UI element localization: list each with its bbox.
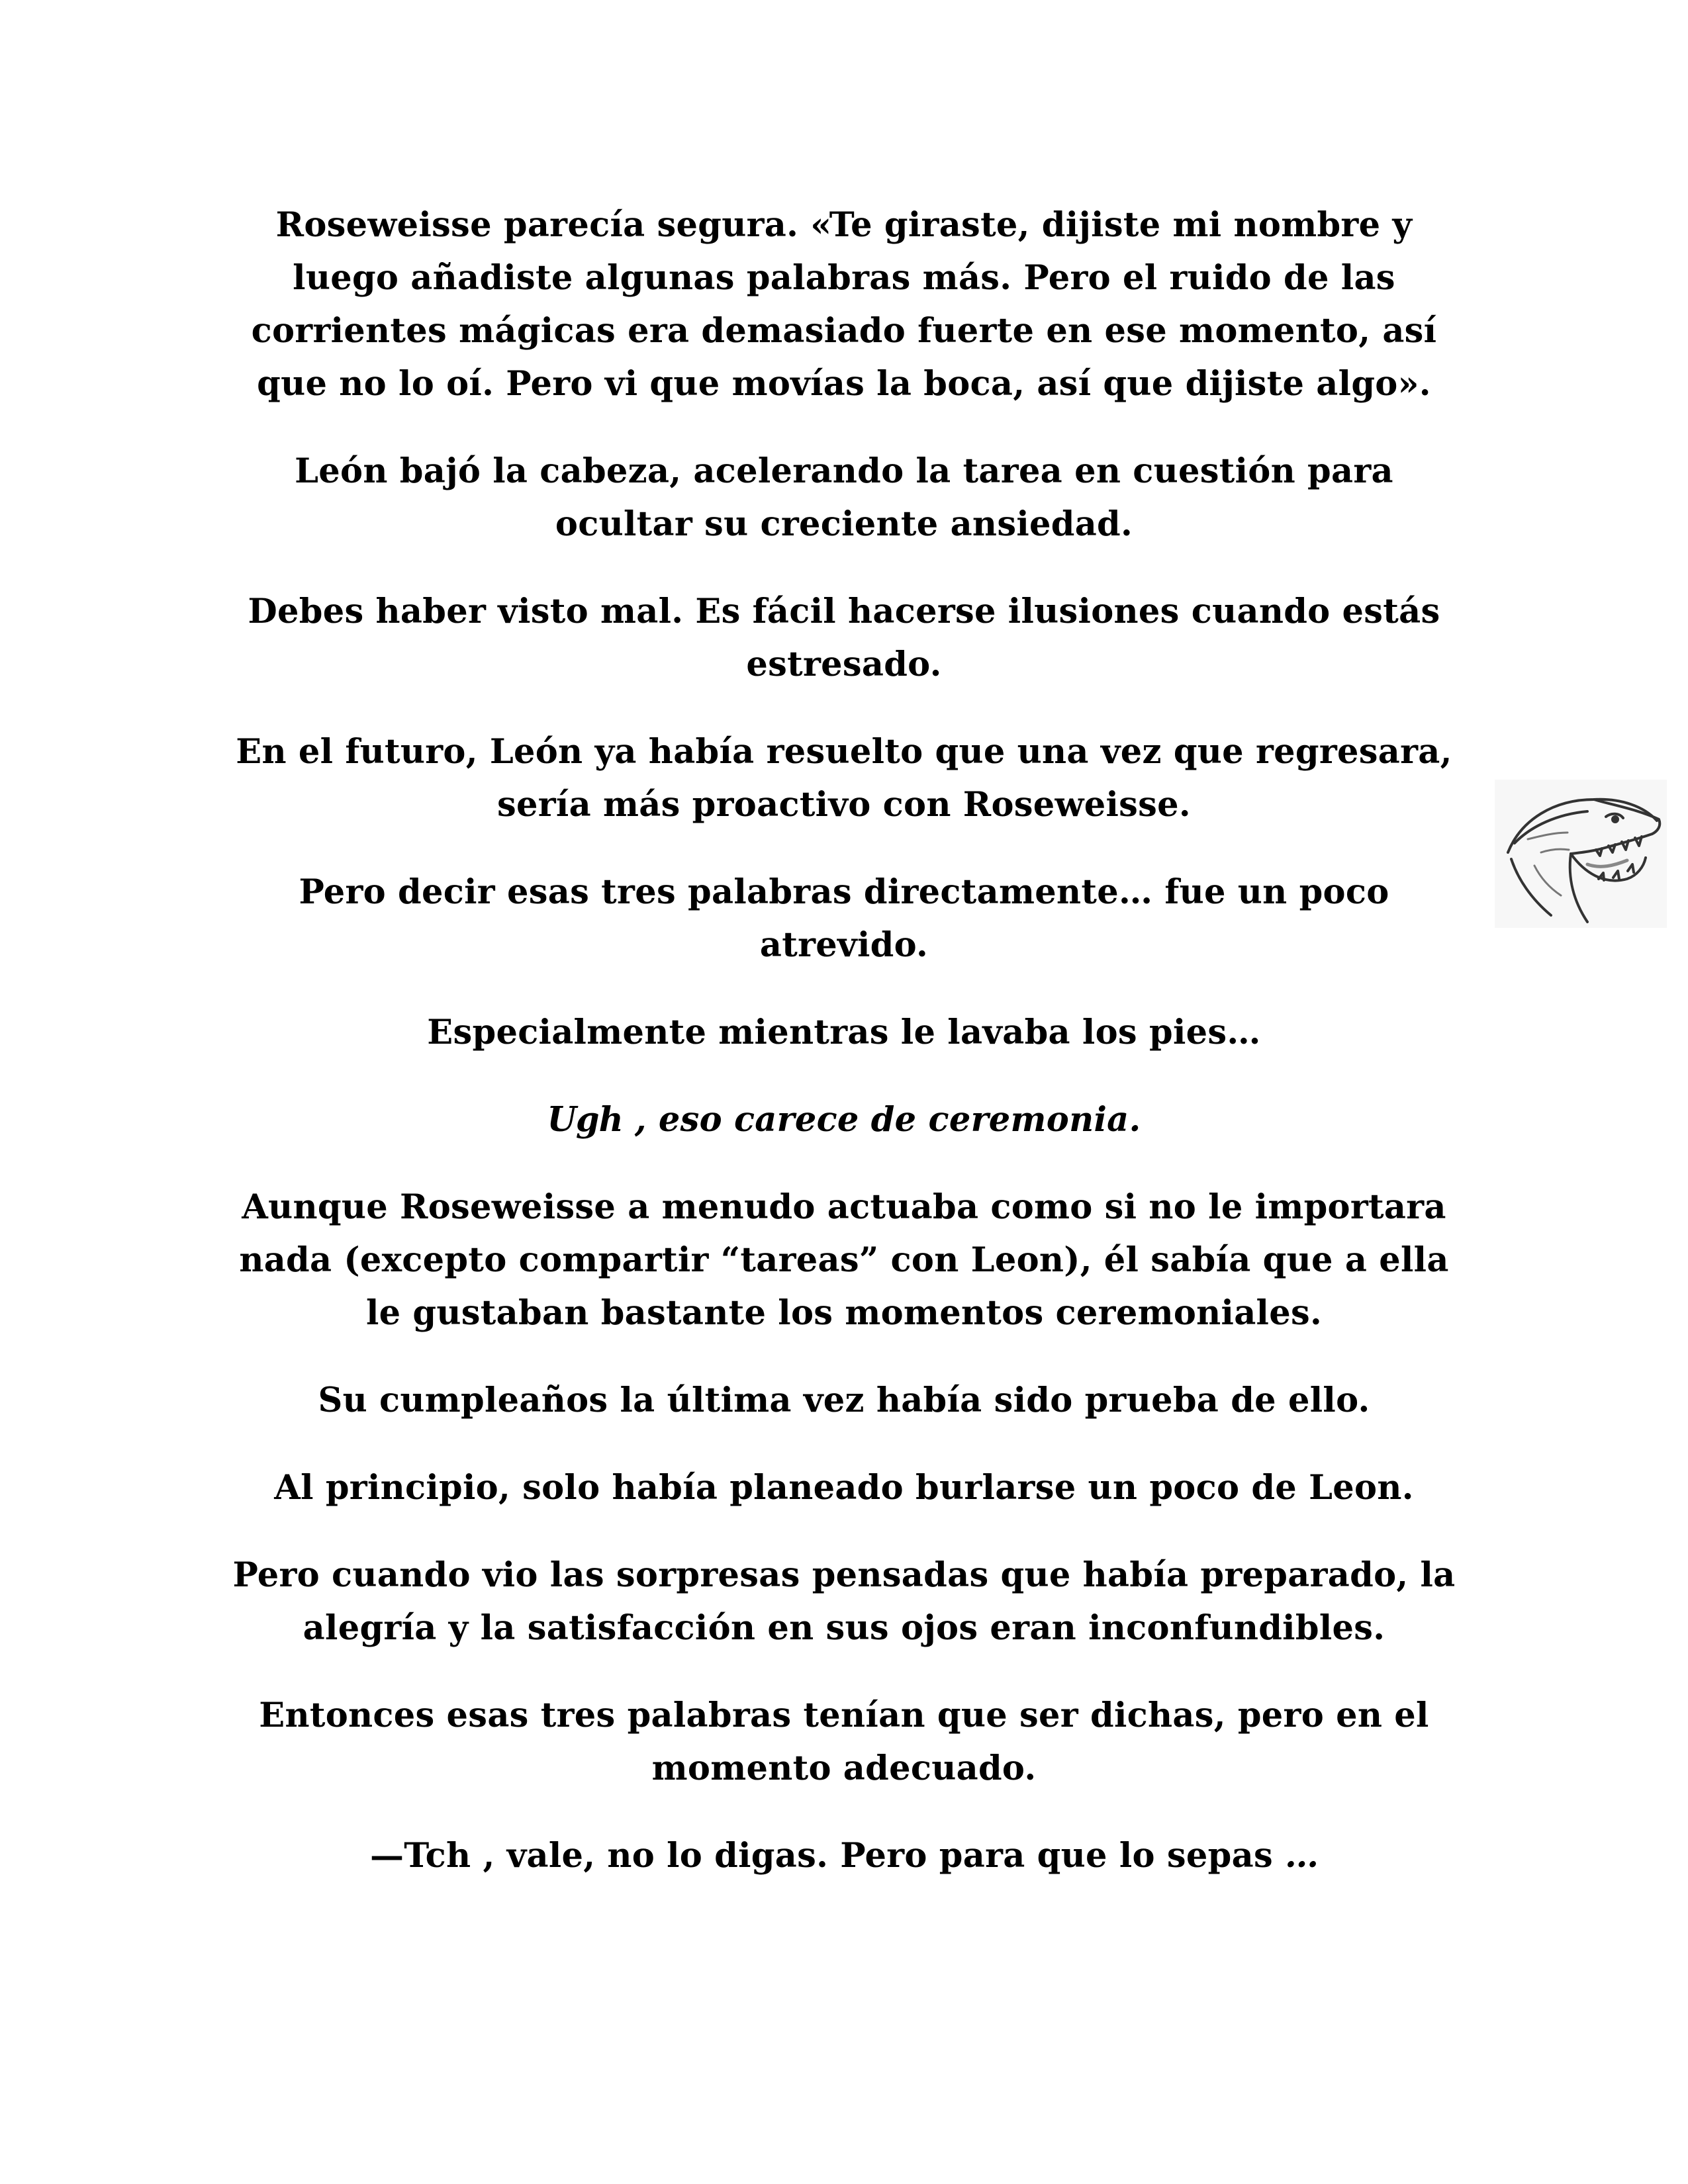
paragraph: Al principio, solo había planeado burlarse un poco de Leon.: [274, 1468, 1414, 1508]
paragraph: Debes haber visto mal. Es fácil hacerse ilusiones cuando estás estresado.: [248, 592, 1440, 684]
ugh-rest: , eso carece de ceremonia.: [622, 1100, 1141, 1140]
dinosaur-head-drawing: [1495, 780, 1667, 928]
paragraph: En el futuro, León ya había resuelto que una vez que regresara, sería más proactivo con Roseweisse.: [236, 732, 1452, 825]
paragraph: Entonces esas tres palabras tenían que ser dichas, pero en el momento adecuado.: [259, 1696, 1429, 1788]
paragraph: Especialmente mientras le lavaba los pies…: [427, 1013, 1261, 1052]
page-text: [225, 199, 1463, 1917]
paragraph: Su cumpleaños la última vez había sido prueba de ello.: [318, 1381, 1370, 1420]
last-line-ellipsis: …: [1285, 1836, 1319, 1876]
paragraph-last: [225, 1829, 1463, 1882]
paragraph: Aunque Roseweisse a menudo actuaba como si no le importara nada (excepto compartir “tareas” con Leon), él sabía que a ella le gustaban bastante los momentos ceremoniales.: [239, 1187, 1449, 1333]
paragraph: Pero cuando vio las sorpresas pensadas que había preparado, la alegría y la satisfacción en sus ojos eran inconfundibles.: [232, 1555, 1456, 1648]
dinosaur-head-sketch-icon: [1495, 780, 1667, 928]
paragraph: Pero decir esas tres palabras directamente… fue un poco atrevido.: [299, 872, 1389, 965]
paragraph-ugh: [225, 1093, 1463, 1146]
ugh-word: Ugh: [547, 1100, 623, 1140]
paragraph: León bajó la cabeza, acelerando la tarea en cuestión para ocultar su creciente ansiedad.: [295, 451, 1393, 544]
paragraph: Roseweisse parecía segura. «Te giraste, dijiste mi nombre y luego añadiste algunas palabras más. Pero el ruido de las corrientes mágicas era demasiado fuerte en ese momento, así que no lo oí. Pero vi que movías la boca, así que dijiste algo».: [251, 205, 1437, 404]
last-line-text: —Tch , vale, no lo digas. Pero para que lo sepas: [369, 1836, 1286, 1876]
